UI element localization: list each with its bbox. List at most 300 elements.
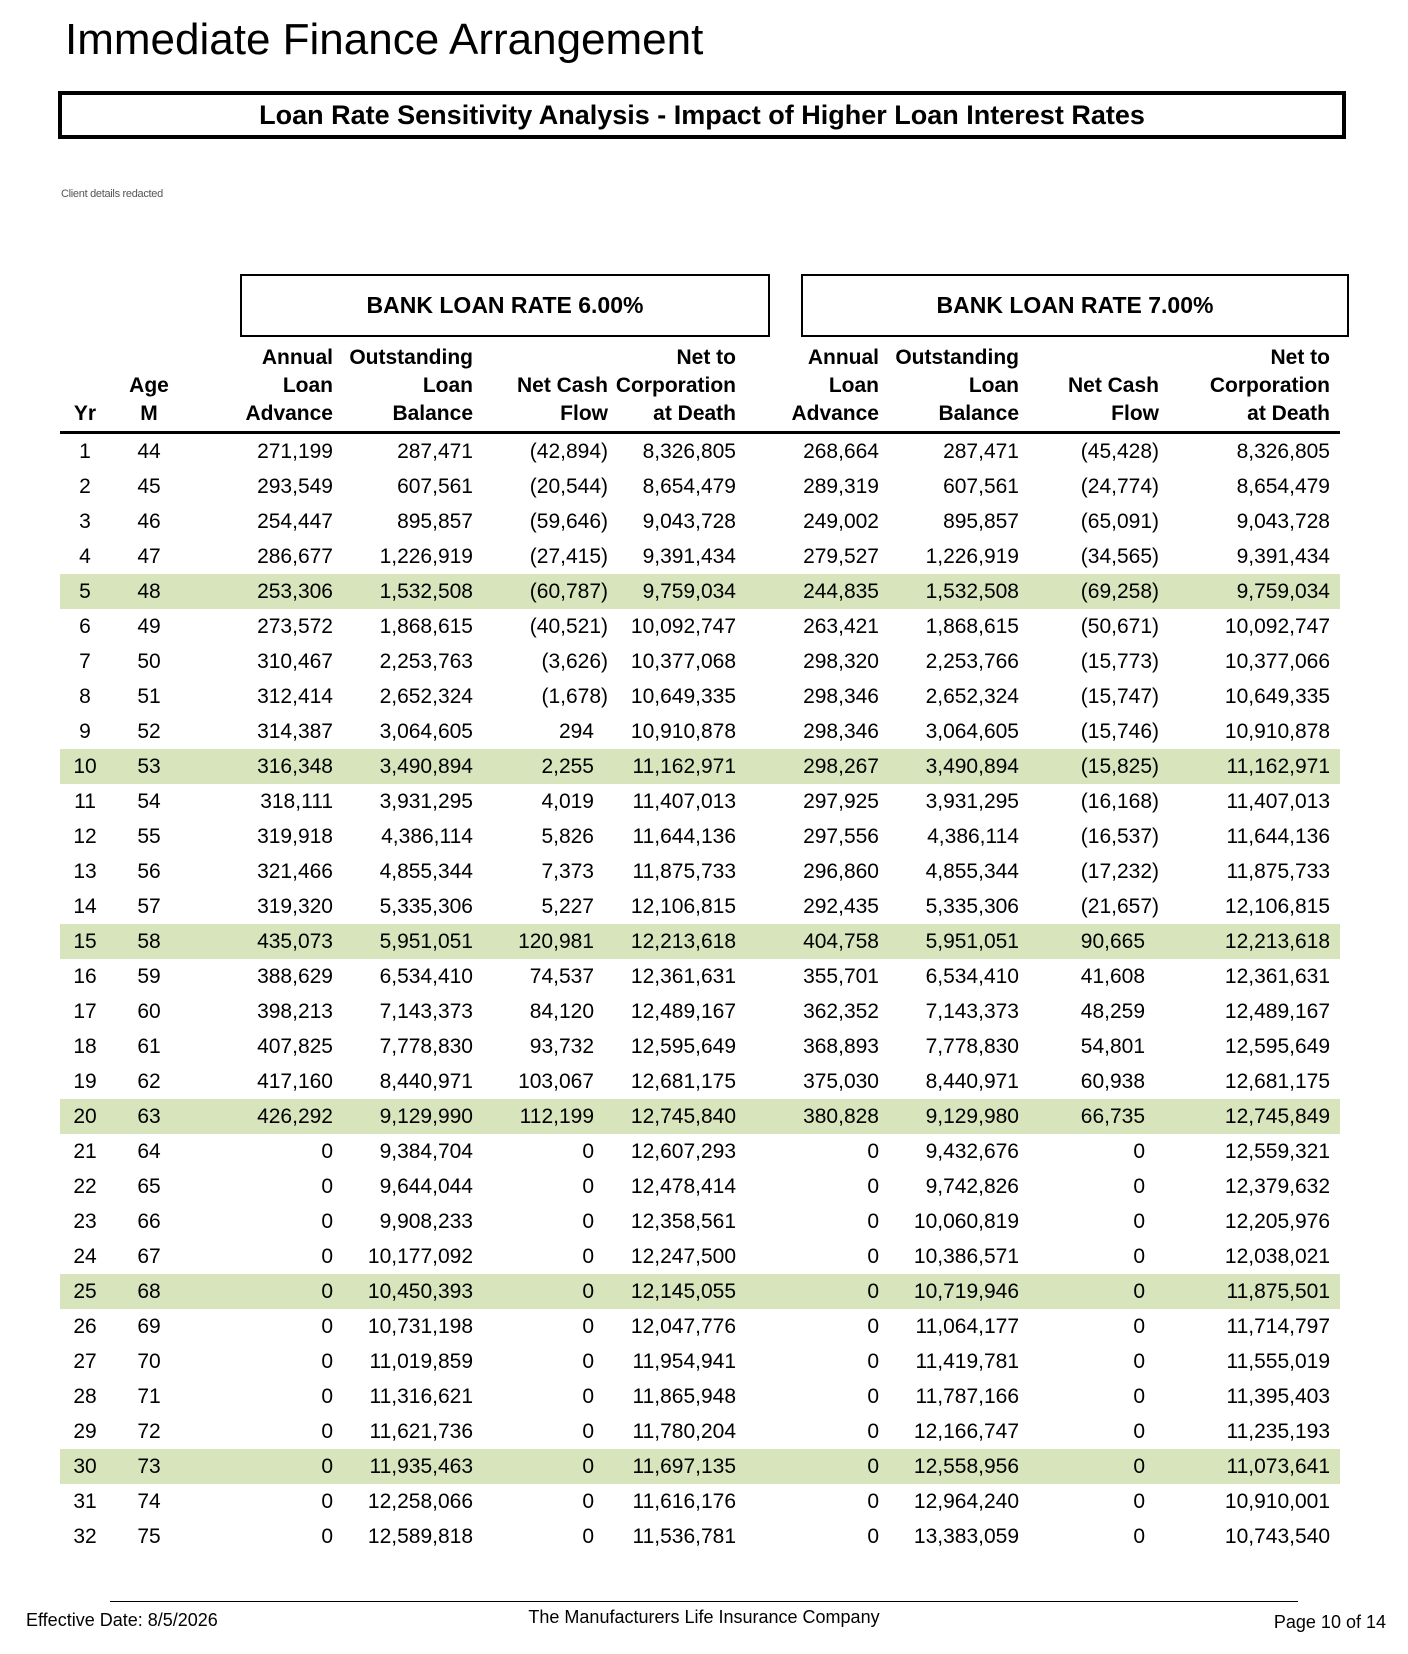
cell-b-ncf: (65,091) [1080,510,1159,533]
cell-a-bal: 1,868,615 [379,615,473,638]
cell-a-ncf: 4,019 [541,790,594,813]
cell-a-ncf: 0 [582,1245,594,1268]
cell-a-bal: 6,534,410 [379,965,473,988]
cell-b-ncf: 0 [1133,1315,1145,1338]
cell-b-ncf: (24,774) [1080,475,1159,498]
cell-a-net: 12,213,618 [608,924,736,959]
cell-b-adv: 298,346 [803,720,879,743]
table-row [60,469,1340,504]
cell-a-ncf: (1,678) [541,685,608,708]
cell-a-ncf: 294 [558,720,594,743]
cell-b-bal: 10,719,946 [879,1274,1019,1309]
client-details-note: Client details redacted [61,188,163,200]
cell-b-bal: 6,534,410 [925,965,1019,988]
cell-b-ncf: (45,428) [1080,440,1159,463]
cell-a-ncf: 7,373 [541,860,594,883]
cell-a-adv: 0 [321,1315,333,1338]
cell-age: 75 [137,1525,161,1548]
cell-a-adv: 273,572 [257,615,333,638]
header-net-to-corporation-6: Net to Corporation at Death [608,344,736,433]
cell-b-bal: 9,432,676 [925,1140,1019,1163]
cell-a-ncf: (42,894) [529,440,608,463]
cell-b-bal: 3,490,894 [879,749,1019,784]
cell-a-net: 12,106,815 [630,895,736,918]
cell-b-ncf: (15,825) [1019,749,1159,784]
cell-a-bal: 1,532,508 [333,574,473,609]
cell-yr: 5 [60,574,110,609]
cell-age: 64 [137,1140,161,1163]
cell-b-adv: 0 [867,1210,879,1233]
cell-b-net: 12,106,815 [1224,895,1330,918]
cell-yr: 21 [73,1140,97,1163]
cell-a-ncf: 0 [582,1385,594,1408]
cell-b-adv: 279,527 [803,545,879,568]
section-title-box [58,91,1346,139]
cell-b-adv: 404,758 [736,924,879,959]
cell-b-net: 11,875,501 [1159,1274,1340,1309]
cell-yr: 25 [60,1274,110,1309]
cell-yr: 1 [79,440,91,463]
cell-a-net: 12,358,561 [630,1210,736,1233]
cell-a-adv: 0 [321,1420,333,1443]
cell-b-ncf: 0 [1133,1210,1145,1233]
cell-yr: 28 [73,1385,97,1408]
cell-a-ncf: (40,521) [529,615,608,638]
document-title: Immediate Finance Arrangement [65,15,704,64]
cell-b-bal: 13,383,059 [913,1525,1019,1548]
table-header-row [60,344,1340,433]
cell-age: 62 [137,1070,161,1093]
cell-age: 60 [137,1000,161,1023]
cell-a-ncf: 5,826 [541,825,594,848]
cell-b-ncf: (15,773) [1080,650,1159,673]
header-annual-loan-advance-6: Annual Loan Advance [188,344,333,433]
header-outstanding-loan-balance-7: Outstanding Loan Balance [879,344,1019,433]
cell-b-net: 11,162,971 [1159,749,1340,784]
cell-a-adv: 0 [321,1140,333,1163]
cell-b-ncf: 66,735 [1019,1099,1159,1134]
cell-a-net: 12,681,175 [630,1070,736,1093]
cell-a-net: 9,759,034 [608,574,736,609]
cell-b-net: 8,654,479 [1236,475,1330,498]
cell-b-adv: 0 [867,1315,879,1338]
cell-a-ncf: 112,199 [473,1099,608,1134]
cell-b-ncf: (16,537) [1080,825,1159,848]
cell-a-bal: 9,384,704 [379,1140,473,1163]
cell-a-net: 11,697,135 [608,1449,736,1484]
table-row [60,1239,1340,1274]
cell-a-adv: 388,629 [257,965,333,988]
cell-b-bal: 4,386,114 [927,825,1019,848]
cell-b-net: 12,681,175 [1224,1070,1330,1093]
cell-yr: 18 [73,1035,97,1058]
cell-b-bal: 11,787,166 [915,1385,1019,1408]
cell-b-bal: 11,064,177 [915,1315,1019,1338]
cell-a-adv: 310,467 [257,650,333,673]
cell-a-net: 12,595,649 [630,1035,736,1058]
cell-b-adv: 0 [867,1385,879,1408]
cell-b-net: 11,555,019 [1226,1350,1330,1373]
cell-b-bal: 12,964,240 [913,1490,1019,1513]
table-row [60,854,1340,889]
cell-b-adv: 244,835 [736,574,879,609]
cell-a-ncf: 103,067 [518,1070,594,1093]
cell-b-bal: 3,931,295 [925,790,1019,813]
table-row [60,1134,1340,1169]
table-row [60,994,1340,1029]
cell-b-ncf: (15,747) [1080,685,1159,708]
cell-a-adv: 319,320 [257,895,333,918]
cell-a-bal: 2,253,763 [379,650,473,673]
cell-b-adv: 0 [867,1350,879,1373]
cell-age: 65 [137,1175,161,1198]
table-row [60,1309,1340,1344]
cell-a-net: 12,047,776 [630,1315,736,1338]
cell-b-ncf: (17,232) [1080,860,1159,883]
table-row [60,609,1340,644]
cell-a-net: 12,478,414 [630,1175,736,1198]
table-row [60,889,1340,924]
table-row [60,1519,1340,1554]
cell-b-net: 11,235,193 [1226,1420,1330,1443]
cell-b-net: 12,489,167 [1224,1000,1330,1023]
footer-rule [110,1601,1298,1602]
header-yr: Yr [60,344,110,433]
table-body [60,433,1340,1555]
cell-b-ncf: (21,657) [1080,895,1159,918]
table-row [60,539,1340,574]
cell-b-ncf: 0 [1133,1350,1145,1373]
cell-a-ncf: 0 [582,1140,594,1163]
cell-a-bal: 9,129,990 [333,1099,473,1134]
cell-b-net: 10,377,066 [1224,650,1330,673]
cell-b-net: 10,092,747 [1224,615,1330,638]
cell-b-adv: 368,893 [803,1035,879,1058]
cell-age: 70 [137,1350,161,1373]
table-row [60,924,1340,959]
cell-a-adv: 316,348 [188,749,333,784]
cell-yr: 2 [79,475,91,498]
table-row [60,1484,1340,1519]
cell-a-ncf: 120,981 [473,924,608,959]
cell-b-bal: 12,558,956 [879,1449,1019,1484]
cell-a-ncf: 0 [473,1274,608,1309]
cell-a-bal: 11,019,859 [369,1350,473,1373]
cell-yr: 27 [73,1350,97,1373]
cell-a-adv: 417,160 [257,1070,333,1093]
cell-a-net: 12,145,055 [608,1274,736,1309]
cell-yr: 30 [60,1449,110,1484]
cell-b-ncf: (50,671) [1080,615,1159,638]
cell-b-net: 8,326,805 [1236,440,1330,463]
cell-age: 47 [137,545,161,568]
cell-a-bal: 2,652,324 [379,685,473,708]
cell-b-ncf: 0 [1133,1490,1145,1513]
cell-a-bal: 7,143,373 [379,1000,473,1023]
cell-b-ncf: 48,259 [1080,1000,1145,1023]
cell-age: 69 [137,1315,161,1338]
table-row [60,504,1340,539]
cell-b-adv: 0 [867,1525,879,1548]
cell-yr: 16 [73,965,97,988]
cell-b-bal: 3,064,605 [925,720,1019,743]
cell-yr: 3 [79,510,91,533]
cell-yr: 11 [74,790,96,813]
cell-b-bal: 1,532,508 [879,574,1019,609]
cell-a-adv: 0 [188,1449,333,1484]
cell-b-adv: 0 [736,1449,879,1484]
cell-a-ncf: 84,120 [529,1000,594,1023]
cell-a-adv: 314,387 [257,720,333,743]
cell-b-net: 10,910,001 [1224,1490,1330,1513]
cell-b-adv: 0 [867,1490,879,1513]
cell-a-bal: 5,335,306 [379,895,473,918]
cell-b-net: 11,714,797 [1226,1315,1330,1338]
cell-b-net: 9,391,434 [1236,545,1330,568]
cell-a-bal: 3,490,894 [333,749,473,784]
cell-b-ncf: 0 [1019,1274,1159,1309]
cell-b-bal: 5,951,051 [879,924,1019,959]
cell-a-ncf: 0 [582,1175,594,1198]
cell-a-bal: 5,951,051 [333,924,473,959]
cell-yr: 26 [73,1315,97,1338]
table-row [60,1099,1340,1134]
cell-a-ncf: 2,255 [473,749,608,784]
cell-b-bal: 895,857 [943,510,1019,533]
cell-a-adv: 0 [321,1490,333,1513]
cell-age: 72 [137,1420,161,1443]
cell-a-adv: 426,292 [188,1099,333,1134]
cell-age: 66 [137,1210,161,1233]
table-row [60,644,1340,679]
cell-a-adv: 319,918 [257,825,333,848]
cell-a-adv: 0 [321,1385,333,1408]
cell-a-bal: 9,644,044 [379,1175,473,1198]
cell-a-bal: 11,935,463 [333,1449,473,1484]
cell-a-net: 11,162,971 [608,749,736,784]
cell-yr: 22 [73,1175,97,1198]
page-number: Page 10 of 14 [1273,1612,1386,1632]
cell-a-net: 9,043,728 [642,510,736,533]
cell-a-net: 11,780,204 [632,1420,736,1443]
cell-a-net: 9,391,434 [642,545,736,568]
cell-a-net: 11,954,941 [632,1350,736,1373]
cell-a-ncf: 93,732 [529,1035,594,1058]
table-row [60,1169,1340,1204]
cell-a-net: 10,649,335 [630,685,736,708]
cell-a-net: 12,247,500 [630,1245,736,1268]
cell-b-net: 12,205,976 [1224,1210,1330,1233]
cell-a-bal: 11,621,736 [369,1420,473,1443]
cell-b-adv: 0 [736,1274,879,1309]
cell-a-ncf: 0 [582,1420,594,1443]
cell-b-net: 10,649,335 [1224,685,1330,708]
cell-a-bal: 3,931,295 [379,790,473,813]
cell-b-net: 11,073,641 [1159,1449,1340,1484]
cell-a-net: 11,616,176 [632,1490,736,1513]
cell-a-adv: 407,825 [257,1035,333,1058]
cell-a-bal: 607,561 [397,475,473,498]
cell-b-bal: 11,419,781 [915,1350,1019,1373]
cell-a-ncf: (3,626) [541,650,608,673]
cell-b-ncf: (15,746) [1080,720,1159,743]
table-row [60,819,1340,854]
header-net-cash-flow-6: Net Cash Flow [473,344,608,433]
cell-b-ncf: 0 [1133,1385,1145,1408]
cell-b-ncf: 0 [1133,1175,1145,1198]
cell-b-net: 11,875,733 [1226,860,1330,883]
cell-a-bal: 12,589,818 [367,1525,473,1548]
cell-b-adv: 297,556 [803,825,879,848]
cell-a-adv: 0 [321,1175,333,1198]
cell-a-net: 10,910,878 [630,720,736,743]
scenario-header-7pct: BANK LOAN RATE 7.00% [801,274,1349,337]
cell-b-net: 10,910,878 [1224,720,1330,743]
cell-a-adv: 0 [321,1525,333,1548]
cell-b-bal: 7,143,373 [925,1000,1019,1023]
cell-a-net: 10,092,747 [630,615,736,638]
table-row [60,1029,1340,1064]
table-row [60,1344,1340,1379]
cell-b-net: 12,559,321 [1224,1140,1330,1163]
cell-a-adv: 286,677 [257,545,333,568]
cell-b-adv: 355,701 [803,965,879,988]
cell-b-bal: 2,652,324 [925,685,1019,708]
cell-age: 45 [137,475,161,498]
cell-a-adv: 0 [321,1245,333,1268]
cell-b-adv: 362,352 [803,1000,879,1023]
cell-b-ncf: 54,801 [1080,1035,1145,1058]
sensitivity-table [60,344,1340,1554]
cell-yr: 15 [60,924,110,959]
cell-yr: 8 [79,685,91,708]
cell-a-net: 12,745,840 [608,1099,736,1134]
cell-a-net: 12,607,293 [630,1140,736,1163]
table-row [60,574,1340,609]
table-row [60,959,1340,994]
cell-yr: 6 [79,615,91,638]
cell-a-bal: 287,471 [397,440,473,463]
cell-a-adv: 435,073 [188,924,333,959]
cell-b-net: 12,595,649 [1224,1035,1330,1058]
cell-age: 51 [137,685,161,708]
cell-a-net: 11,407,013 [632,790,736,813]
cell-age: 49 [137,615,161,638]
cell-a-net: 11,536,781 [632,1525,736,1548]
cell-yr: 19 [73,1070,97,1093]
cell-age: 44 [137,440,161,463]
cell-a-ncf: 0 [582,1490,594,1513]
cell-b-bal: 12,166,747 [913,1420,1019,1443]
cell-b-net: 11,407,013 [1226,790,1330,813]
cell-a-adv: 321,466 [257,860,333,883]
cell-yr: 31 [73,1490,97,1513]
cell-b-net: 10,743,540 [1224,1525,1330,1548]
cell-a-bal: 8,440,971 [379,1070,473,1093]
cell-a-net: 12,361,631 [630,965,736,988]
cell-b-bal: 9,742,826 [925,1175,1019,1198]
header-age: Age M [110,344,188,433]
cell-yr: 10 [60,749,110,784]
cell-a-ncf: 0 [582,1525,594,1548]
cell-b-bal: 2,253,766 [925,650,1019,673]
cell-a-adv: 318,111 [260,790,333,813]
cell-a-adv: 398,213 [257,1000,333,1023]
cell-a-bal: 10,731,198 [367,1315,473,1338]
cell-a-net: 11,865,948 [632,1385,736,1408]
header-net-to-corporation-7: Net to Corporation at Death [1159,344,1340,433]
cell-b-bal: 8,440,971 [925,1070,1019,1093]
table-row [60,433,1340,470]
cell-b-adv: 298,346 [803,685,879,708]
cell-b-net: 12,745,849 [1159,1099,1340,1134]
cell-b-net: 12,213,618 [1159,924,1340,959]
cell-a-ncf: 0 [473,1449,608,1484]
cell-yr: 29 [73,1420,97,1443]
cell-a-ncf: 0 [582,1315,594,1338]
cell-b-net: 12,038,021 [1224,1245,1330,1268]
cell-b-adv: 298,267 [736,749,879,784]
table-row [60,1414,1340,1449]
cell-a-ncf: (60,787) [473,574,608,609]
table-row [60,1064,1340,1099]
cell-b-ncf: 41,608 [1080,965,1145,988]
cell-a-bal: 895,857 [397,510,473,533]
cell-a-adv: 254,447 [257,510,333,533]
cell-b-adv: 298,320 [803,650,879,673]
cell-a-bal: 4,855,344 [379,860,473,883]
header-net-cash-flow-7: Net Cash Flow [1019,344,1159,433]
cell-b-adv: 249,002 [803,510,879,533]
cell-b-adv: 0 [867,1175,879,1198]
table-row [60,749,1340,784]
cell-b-bal: 10,060,819 [913,1210,1019,1233]
cell-age: 74 [137,1490,161,1513]
cell-b-bal: 607,561 [943,475,1019,498]
cell-b-bal: 1,868,615 [925,615,1019,638]
cell-yr: 12 [73,825,97,848]
cell-a-bal: 7,778,830 [379,1035,473,1058]
cell-a-net: 11,644,136 [632,825,736,848]
cell-age: 68 [110,1274,188,1309]
cell-a-bal: 12,258,066 [367,1490,473,1513]
cell-b-adv: 296,860 [803,860,879,883]
cell-a-bal: 10,177,092 [367,1245,473,1268]
cell-yr: 14 [73,895,97,918]
cell-a-bal: 4,386,114 [381,825,473,848]
cell-yr: 23 [73,1210,97,1233]
cell-b-net: 12,379,632 [1224,1175,1330,1198]
cell-b-adv: 289,319 [803,475,879,498]
cell-a-net: 11,875,733 [632,860,736,883]
header-outstanding-loan-balance-6: Outstanding Loan Balance [333,344,473,433]
cell-b-bal: 5,335,306 [925,895,1019,918]
cell-yr: 20 [60,1099,110,1134]
cell-b-adv: 380,828 [736,1099,879,1134]
cell-age: 52 [137,720,161,743]
table-row [60,714,1340,749]
cell-b-adv: 0 [867,1420,879,1443]
cell-b-net: 11,644,136 [1226,825,1330,848]
section-title: Loan Rate Sensitivity Analysis - Impact of Higher Loan Interest Rates [259,99,1145,130]
cell-a-net: 8,326,805 [642,440,736,463]
cell-a-ncf: (27,415) [529,545,608,568]
cell-b-ncf: 60,938 [1080,1070,1145,1093]
table-row [60,1449,1340,1484]
cell-age: 59 [137,965,161,988]
cell-b-adv: 292,435 [803,895,879,918]
cell-yr: 9 [79,720,91,743]
